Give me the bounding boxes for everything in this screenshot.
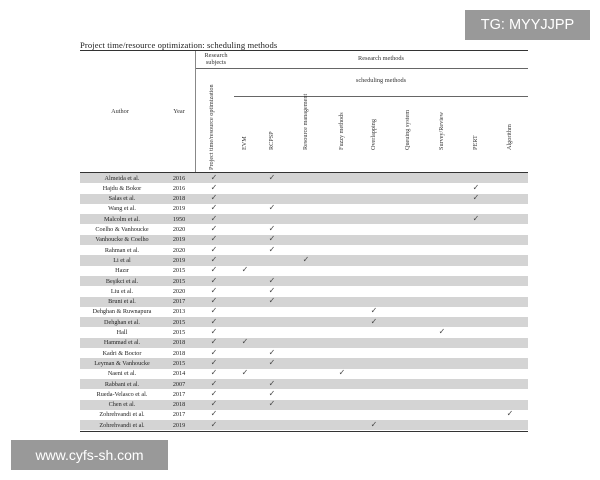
method-check-icon: ✓: [268, 347, 276, 357]
author-cell: Zohrehvandi et al.: [99, 411, 145, 419]
author-header: Author: [111, 108, 129, 115]
method-check-icon: ✓: [268, 224, 276, 233]
method-column-header: Fuzzy methods: [338, 112, 345, 150]
author-cell: Chen et al.: [108, 401, 136, 409]
subject-check-icon: ✓: [210, 409, 218, 419]
watermark-top: TG: MYYJJPP: [465, 10, 590, 40]
author-cell: Leyman & Vanhoucke: [94, 359, 150, 367]
method-check-icon: ✓: [506, 409, 514, 419]
method-check-icon: ✓: [268, 234, 276, 244]
year-cell: 2019: [172, 256, 186, 264]
method-check-icon: ✓: [241, 265, 249, 275]
method-check-icon: ✓: [241, 368, 249, 378]
method-check-icon: ✓: [268, 285, 276, 295]
subject-column-header: Project time/resource optimization: [208, 84, 215, 170]
author-cell: Salas et al.: [108, 195, 136, 203]
author-cell: Wang et al.: [108, 205, 136, 213]
author-cell: Vanhoucke & Coelho: [95, 236, 149, 244]
year-cell: 2015: [172, 267, 186, 275]
author-cell: Hajdu & Bokor: [102, 184, 142, 192]
subject-check-icon: ✓: [210, 265, 218, 275]
method-check-icon: ✓: [472, 193, 480, 203]
subject-check-icon: ✓: [210, 378, 218, 388]
method-check-icon: ✓: [472, 213, 480, 223]
author-cell: Kadri & Boctor: [102, 349, 142, 357]
year-cell: 1950: [172, 215, 186, 223]
method-check-icon: ✓: [370, 419, 378, 429]
year-cell: 2020: [172, 246, 186, 254]
watermark-bottom: www.cyfs-sh.com: [11, 440, 168, 470]
author-cell: Almeida et al.: [104, 174, 140, 182]
year-cell: 2019: [172, 421, 186, 429]
year-cell: 2020: [172, 287, 186, 295]
author-cell: Hall: [116, 329, 128, 336]
research-methods-rule: [196, 68, 528, 69]
author-cell: Rueda-Velasco et al.: [96, 390, 148, 398]
author-cell: Naeni et al.: [107, 370, 137, 378]
subject-check-icon: ✓: [210, 244, 218, 254]
subject-check-icon: ✓: [210, 399, 218, 409]
subject-check-icon: ✓: [210, 285, 218, 295]
subject-check-icon: ✓: [210, 224, 218, 233]
author-cell: Dehghan et al.: [104, 318, 140, 326]
method-column-header: Survey/Review: [438, 111, 445, 150]
method-check-icon: ✓: [338, 368, 346, 378]
year-cell: 2016: [172, 184, 186, 192]
method-check-icon: ✓: [268, 244, 276, 254]
subject-check-icon: ✓: [210, 368, 218, 378]
subject-check-icon: ✓: [210, 388, 218, 398]
subject-check-icon: ✓: [210, 172, 218, 182]
subject-check-icon: ✓: [210, 203, 218, 213]
subject-check-icon: ✓: [210, 296, 218, 306]
method-check-icon: ✓: [268, 388, 276, 398]
method-check-icon: ✓: [268, 378, 276, 388]
subject-check-icon: ✓: [210, 316, 218, 326]
author-cell: Hazır: [115, 267, 129, 275]
subject-check-icon: ✓: [210, 234, 218, 244]
scheduling-methods-header: scheduling methods: [355, 77, 407, 84]
year-cell: 2015: [172, 277, 186, 285]
method-column-header: PERT: [472, 135, 479, 150]
method-column-header: Algorithm: [506, 124, 513, 150]
author-cell: Beşikci et al.: [105, 277, 139, 285]
research-subjects-header: Research subjects: [204, 52, 228, 66]
year-cell: 2019: [172, 236, 186, 244]
author-cell: Rahman et al.: [104, 246, 140, 254]
year-cell: 2020: [172, 226, 186, 233]
author-cell: Coelho & Vanhoucke: [95, 226, 149, 233]
year-cell: 2015: [172, 359, 186, 367]
method-column-header: Queuing system: [404, 109, 411, 150]
year-cell: 2013: [172, 308, 186, 316]
table-bottom-rule: [80, 431, 528, 432]
year-header: Year: [173, 108, 185, 115]
author-cell: Zohrehvandi et al.: [99, 421, 145, 429]
table-title: Project time/resource optimization: scheduling methods: [80, 40, 278, 50]
scheduling-methods-rule: [234, 96, 528, 97]
year-cell: 2017: [172, 298, 186, 306]
method-column-header: RCPSP: [268, 131, 275, 150]
subject-check-icon: ✓: [210, 182, 218, 192]
year-cell: 2015: [172, 329, 186, 336]
table-top-rule: [80, 50, 528, 51]
year-cell: 2017: [172, 390, 186, 398]
method-check-icon: ✓: [268, 357, 276, 367]
method-column-header: Overlapping: [370, 119, 377, 150]
method-column-header: Resource management: [302, 93, 309, 150]
subject-check-icon: ✓: [210, 213, 218, 223]
method-check-icon: ✓: [268, 275, 276, 285]
method-check-icon: ✓: [370, 306, 378, 316]
author-cell: Liu et al.: [110, 287, 134, 295]
method-check-icon: ✓: [268, 296, 276, 306]
method-check-icon: ✓: [241, 337, 249, 347]
author-cell: Hammad et al.: [103, 339, 141, 347]
author-cell: Dehghan & Ruwnapura: [92, 308, 152, 316]
year-cell: 2018: [172, 195, 186, 203]
author-cell: Li et al: [113, 256, 131, 264]
year-cell: 2016: [172, 174, 186, 182]
subject-check-icon: ✓: [210, 193, 218, 203]
author-cell: Bruni et al.: [108, 298, 136, 306]
year-cell: 2019: [172, 205, 186, 213]
year-cell: 2017: [172, 411, 186, 419]
year-cell: 2018: [172, 339, 186, 347]
subject-check-icon: ✓: [210, 357, 218, 367]
method-column-header: EVM: [241, 136, 248, 150]
subject-check-icon: ✓: [210, 254, 218, 264]
method-check-icon: ✓: [438, 327, 446, 336]
year-cell: 2018: [172, 401, 186, 409]
subject-check-icon: ✓: [210, 337, 218, 347]
year-cell: 2018: [172, 349, 186, 357]
year-cell: 2015: [172, 318, 186, 326]
method-check-icon: ✓: [302, 254, 310, 264]
subject-check-icon: ✓: [210, 327, 218, 336]
research-methods-header: Research methods: [358, 55, 404, 62]
method-check-icon: ✓: [268, 399, 276, 409]
subject-check-icon: ✓: [210, 419, 218, 429]
author-cell: Malcolm et al.: [104, 215, 140, 223]
year-cell: 2007: [172, 380, 186, 388]
method-check-icon: ✓: [268, 172, 276, 182]
year-cell: 2014: [172, 370, 186, 378]
subject-check-icon: ✓: [210, 347, 218, 357]
subject-check-icon: ✓: [210, 275, 218, 285]
subject-check-icon: ✓: [210, 306, 218, 316]
method-check-icon: ✓: [370, 316, 378, 326]
author-cell: Rabbani et al.: [104, 380, 140, 388]
method-check-icon: ✓: [268, 203, 276, 213]
method-check-icon: ✓: [472, 182, 480, 192]
